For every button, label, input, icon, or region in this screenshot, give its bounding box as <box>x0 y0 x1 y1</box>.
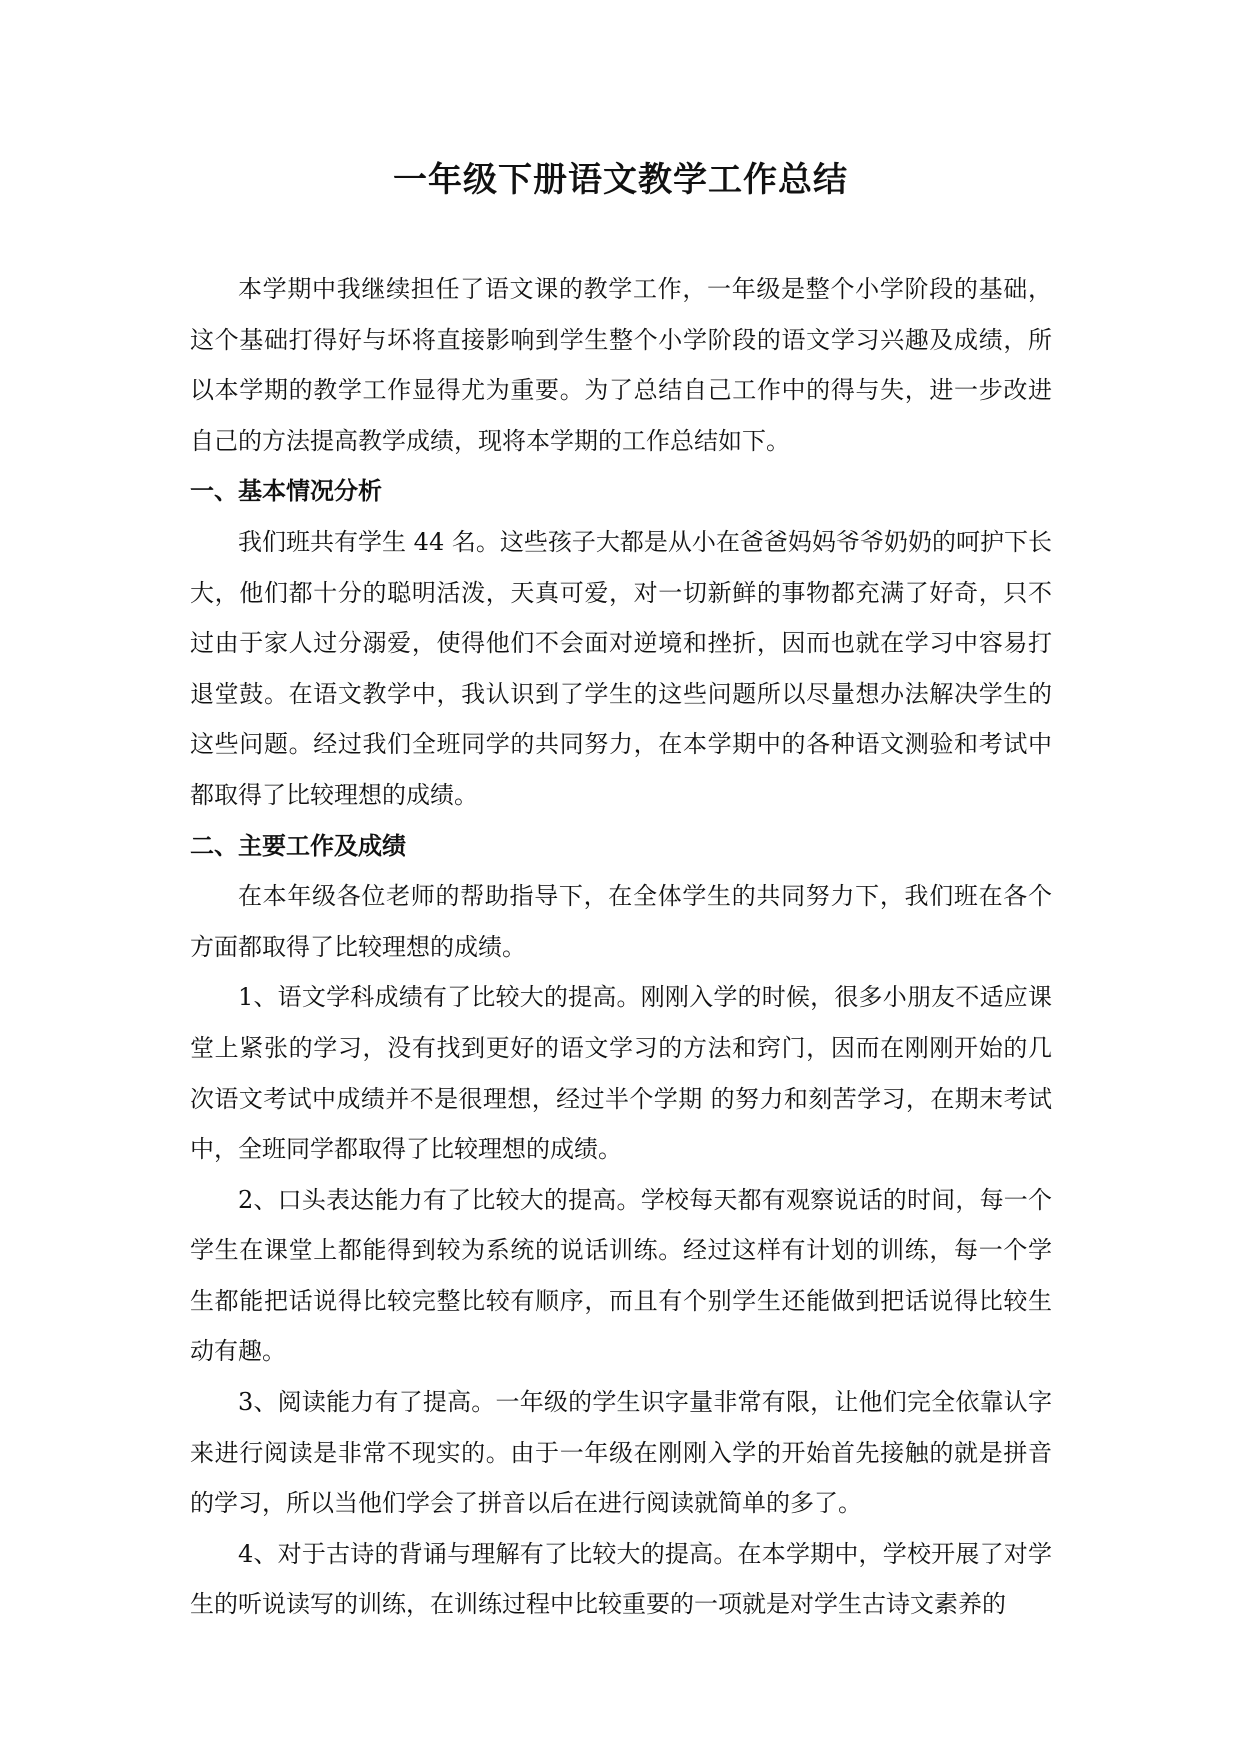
list-item: 4、对于古诗的背诵与理解有了比较大的提高。在本学期中，学校开展了对学生的听说读写的训练，在训练过程中比较重要的一项就是对学生古诗文素养的 <box>190 1539 1052 1619</box>
list-item: 2、口头表达能力有了比较大的提高。学校每天都有观察说话的时间，每一个学生在课堂上都能得到较为系统的说话训练。经过这样有计划的训练，每一个学生都能把话说得比较完整比较有顺序，而且有个别学生还能做到把话说得比较生动有趣。 <box>190 1185 1052 1366</box>
basic-situation-paragraph: 我们班共有学生 44 名。这些孩子大都是从小在爸爸妈妈爷爷奶奶的呵护下长大，他们都十分的聪明活泼，天真可爱，对一切新鲜的事物都充满了好奇，只不过由于家人过分溺爱，使得他们不会面对逆境和挫折，因而也就在学习中容易打退堂鼓。在语文教学中，我认识到了学生的这些问题所以尽量想办法解决学生的这些问题。经过我们全班同学的共同努力，在本学期中的各种语文测验和考试中都取得了比较理想的成绩。 <box>190 527 1052 809</box>
list-item: 3、阅读能力有了提高。一年级的学生识字量非常有限，让他们完全依靠认字来进行阅读是非常不现实的。由于一年级在刚刚入学的开始首先接触的就是拼音的学习，所以当他们学会了拼音以后在进行阅读就简单的多了。 <box>190 1388 1052 1518</box>
document-body <box>190 264 1052 1630</box>
main-work-paragraph: 在本年级各位老师的帮助指导下，在全体学生的共同努力下，我们班在各个方面都取得了比较理想的成绩。 <box>190 882 1052 961</box>
list-item: 1、语文学科成绩有了比较大的提高。刚刚入学的时候，很多小朋友不适应课堂上紧张的学习，没有找到更好的语文学习的方法和窍门，因而在刚刚开始的几次语文考试中成绩并不是很理想，经过半个学期 的努力和刻苦学习，在期末考试中，全班同学都取得了比较理想的成绩。 <box>190 983 1052 1164</box>
section-heading-main-work: 二、主要工作及成绩 <box>190 831 406 860</box>
page-title: 一年级下册语文教学工作总结 <box>393 160 848 200</box>
intro-paragraph: 本学期中我继续担任了语文课的教学工作，一年级是整个小学阶段的基础，这个基础打得好与坏将直接影响到学生整个小学阶段的语文学习兴趣及成绩，所以本学期的教学工作显得尤为重要。为了总结自己工作中的得与失，进一步改进自己的方法提高教学成绩，现将本学期的工作总结如下。 <box>190 275 1052 455</box>
section-heading-basic-situation: 一、基本情况分析 <box>190 477 382 506</box>
